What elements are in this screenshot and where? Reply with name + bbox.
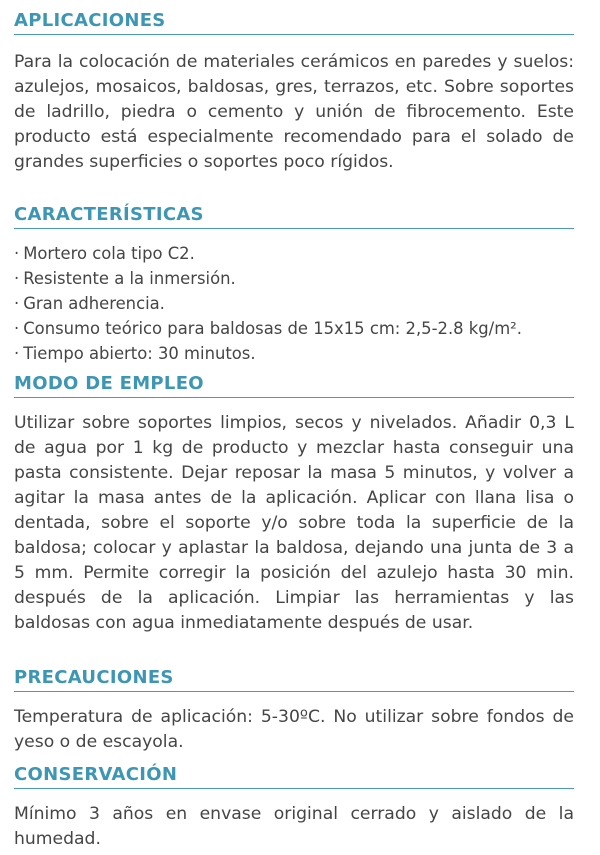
bullet-icon: · xyxy=(14,244,20,263)
section-heading-precauciones: PRECAUCIONES xyxy=(14,667,574,692)
list-item xyxy=(14,241,574,266)
list-item xyxy=(14,316,574,341)
section-modo-empleo xyxy=(14,373,574,636)
list-item-text: Tiempo abierto: 30 minutos. xyxy=(23,344,256,363)
aplicaciones-text: Para la colocación de materiales cerámicos en paredes y suelos: azulejos, mosaicos, baldosas, gres, terrazos, etc. Sobre soportes de ladrillo, piedra o cemento y unión de fibrocemento. Este producto está especialmente recomendado para el solado de grandes superficies o soportes poco rígidos. xyxy=(14,52,574,172)
caracteristicas-list xyxy=(14,241,574,366)
list-item xyxy=(14,266,574,291)
list-item-text: Mortero cola tipo C2. xyxy=(23,244,195,263)
modo-empleo-text: Utilizar sobre soportes limpios, secos y nivelados. Añadir 0,3 L de agua por 1 kg de producto y mezclar hasta conseguir una pasta consistente. Dejar reposar la masa 5 minutos, y volver a agitar la masa antes de la aplicación. Aplicar con llana lisa o dentada, sobre el soporte y/o sobre toda la superficie de la baldosa; colocar y aplastar la baldosa, dejando una junta de 3 a 5 mm. Permite corregir la posición del azulejo hasta 30 min. después de la aplicación. Limpiar las herramientas y las baldosas con agua inmediatamente después de usar. xyxy=(14,413,574,633)
list-item-text: Resistente a la inmersión. xyxy=(23,269,236,288)
section-precauciones xyxy=(14,667,574,755)
bullet-icon: · xyxy=(14,319,20,338)
bullet-icon: · xyxy=(14,344,20,363)
section-aplicaciones xyxy=(14,10,574,175)
list-item xyxy=(14,341,574,366)
section-heading-conservacion: CONSERVACIÓN xyxy=(14,764,574,789)
bullet-icon: · xyxy=(14,269,20,288)
list-item-text: Consumo teórico para baldosas de 15x15 cm: 2,5-2.8 kg/m². xyxy=(23,319,522,338)
section-heading-caracteristicas: CARACTERÍSTICAS xyxy=(14,204,574,229)
section-heading-aplicaciones: APLICACIONES xyxy=(14,10,574,35)
precauciones-text: Temperatura de aplicación: 5-30ºC. No utilizar sobre fondos de yeso o de escayola. xyxy=(14,707,574,752)
conservacion-text: Mínimo 3 años en envase original cerrado y aislado de la humedad. xyxy=(14,804,574,849)
bullet-icon: · xyxy=(14,294,20,313)
section-caracteristicas xyxy=(14,204,574,366)
section-heading-modo-empleo: MODO DE EMPLEO xyxy=(14,373,574,398)
list-item xyxy=(14,291,574,316)
section-conservacion xyxy=(14,764,574,852)
list-item-text: Gran adherencia. xyxy=(23,294,165,313)
